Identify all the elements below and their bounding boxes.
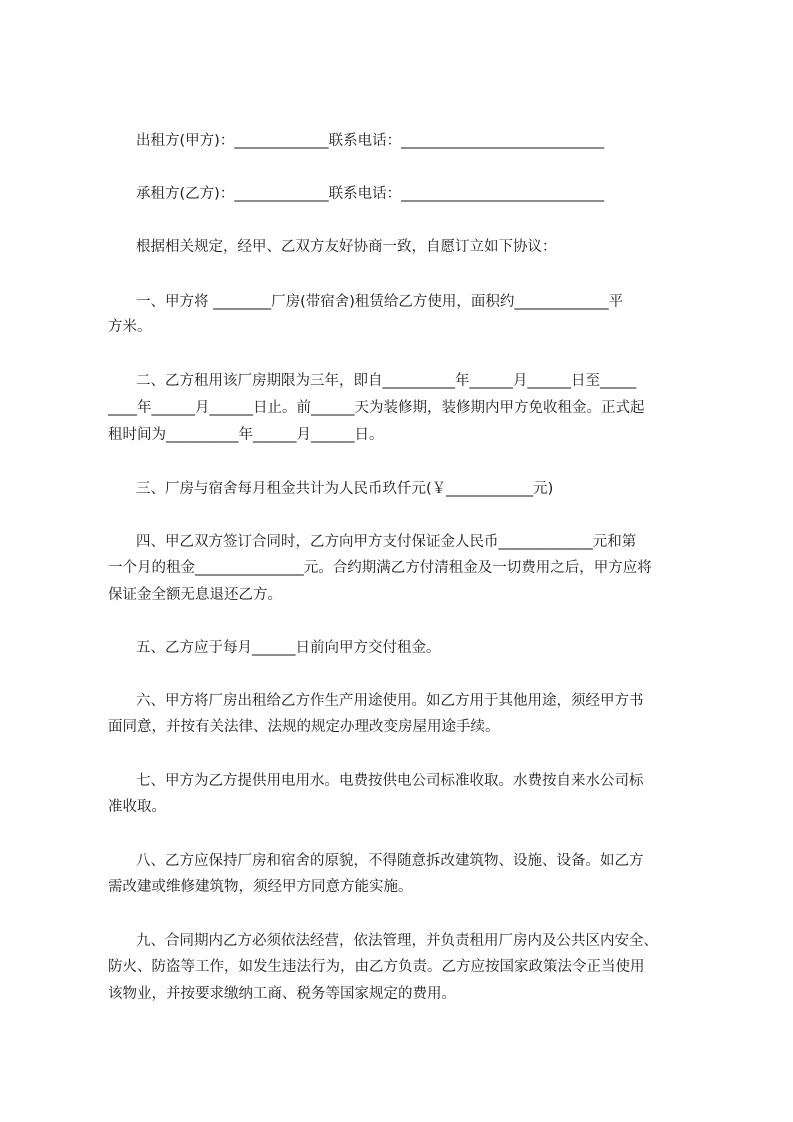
clause-7-line-2: 准收取。	[108, 799, 166, 815]
clause-1-line-2: 方米。	[108, 319, 152, 335]
clause-3-line-1: 三、厂房与宿舍每月租金共计为人民币玖仟元(￥____________元)	[136, 481, 554, 497]
lessor-line: 出租方(甲方)：_____________联系电话：____________________________	[136, 133, 605, 149]
clause-2-line-2: ____年______月______日止。前______天为装修期，装修期内甲方免收租金。正式起	[108, 400, 645, 416]
clause-9-line-1: 九、合同期内乙方必须依法经营，依法管理，并负责租用厂房内及公共区内安全、	[136, 933, 658, 949]
clause-2-line-1: 二、乙方租用该厂房期限为三年，即自__________年______月______日至_____	[136, 373, 637, 389]
intro-paragraph: 根据相关规定，经甲、乙双方友好协商一致，自愿订立如下协议：	[136, 239, 557, 255]
clause-6-line-2: 面同意，并按有关法律、法规的规定办理改变房屋用途手续。	[108, 719, 500, 735]
clause-8-line-1: 八、乙方应保持厂房和宿舍的原貌，不得随意拆改建筑物、设施、设备。如乙方	[136, 853, 644, 869]
clause-2-line-3: 租时间为__________年______月______日。	[108, 427, 384, 443]
clause-9-line-3: 该物业，并按要求缴纳工商、税务等国家规定的费用。	[108, 986, 456, 1002]
lessee-line: 承租方(乙方)：_____________联系电话：____________________________	[136, 186, 605, 202]
clause-4-line-1: 四、甲乙双方签订合同时，乙方向甲方支付保证金人民币_____________元和第	[136, 534, 637, 550]
clause-8-line-2: 需改建或维修建筑物，须经甲方同意方能实施。	[108, 879, 413, 895]
clause-4-line-3: 保证金全额无息退还乙方。	[108, 587, 282, 603]
clause-4-line-2: 一个月的租金_______________元。合约期满乙方付清租金及一切费用之后，甲方应将	[108, 560, 652, 576]
clause-9-line-2: 防火、防盗等工作，如发生违法行为，由乙方负责。乙方应按国家政策法令正当使用	[108, 959, 645, 975]
clause-7-line-1: 七、甲方为乙方提供用电用水。电费按供电公司标准收取。水费按自来水公司标	[136, 773, 644, 789]
clause-6-line-1: 六、甲方将厂房出租给乙方作生产用途使用。如乙方用于其他用途，须经甲方书	[136, 693, 644, 709]
clause-1-line-1: 一、甲方将 ________厂房(带宿舍)租赁给乙方使用，面积约_____________平	[136, 294, 624, 310]
clause-5-line-1: 五、乙方应于每月______日前向甲方交付租金。	[136, 640, 441, 656]
